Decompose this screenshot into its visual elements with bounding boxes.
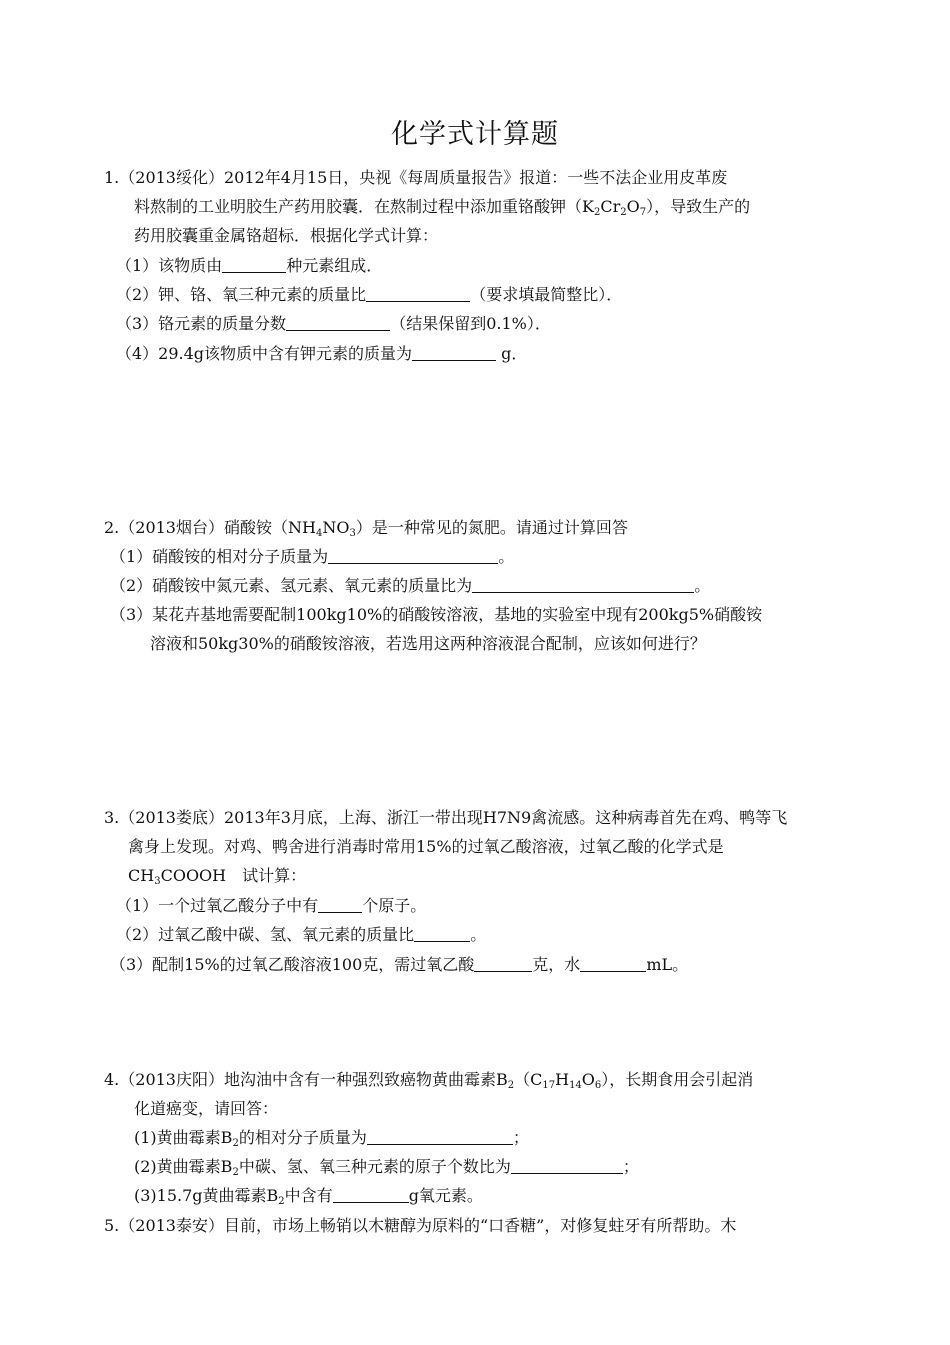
q1-line-1: 1.（2013绥化）2012年4月15日，央视《每周质量报告》报道：一些不法企业用皮革废 [104,168,728,187]
q2-blank-1[interactable] [328,547,498,564]
q2-line-1: 2.（2013烟台）硝酸铵$(NH_4NO_3)$是一种常见的氮肥。请通过计算回答 [104,518,628,539]
q1-part-3: （3）铬元素的质量分数 （结果保留到0.1%）． [116,314,551,333]
q3-blank-2[interactable] [414,925,470,942]
q3-part-1: （1）一个过氧乙酸分子中有 个原子。 [116,896,427,915]
q1-blank-1[interactable] [222,256,286,273]
q4-blank-3[interactable] [333,1186,409,1203]
q2-part-3-line-2: 溶液和50kg30%的硝酸铵溶液，若选用这两种溶液混合配制，应该如何进行？ [150,634,706,653]
q3-blank-1[interactable] [318,896,362,913]
q3-line-2: 禽身上发现。对鸡、鸭舍进行消毒时常用15%的过氧乙酸溶液，过氧乙酸的化学式是 [128,837,724,856]
q1-blank-2[interactable] [366,285,470,302]
q3-line-3: $CH_3COOOH$ 试计算： [128,866,307,887]
q3-part-3: （3）配制15%的过氧乙酸溶液100克，需过氧乙酸 克，水 mL。 [110,955,689,974]
q4-part-2: (2)黄曲霉素$B_2$中碳、氢、氧三种元素的原子个数比为 ； [134,1157,639,1178]
q1-blank-3[interactable] [286,314,390,331]
q3-part-2: （2）过氧乙酸中碳、氢、氧元素的质量比 。 [116,925,487,944]
q1-blank-4[interactable] [412,344,496,361]
q4-blank-1[interactable] [367,1128,513,1145]
q2-part-2: （2）硝酸铵中氮元素、氢元素、氧元素的质量比为 。 [110,576,711,595]
q1-part-1: （1）该物质由 种元素组成． [116,256,383,275]
q2-blank-2[interactable] [472,576,694,593]
q4-blank-2[interactable] [511,1157,623,1174]
q2-part-1: （1）硝酸铵的相对分子质量为 。 [110,547,515,566]
q2-part-3-line-1: （3）某花卉基地需要配制100kg10%的硝酸铵溶液，基地的实验室中现有200kg5%硝酸铵 [110,605,763,624]
q1-part-2: （2）钾、铬、氧三种元素的质量比 （要求填最简整比）． [116,285,623,304]
q4-part-1: (1)黄曲霉素$B_2$的相对分子质量为 ； [134,1128,529,1149]
q3-blank-3[interactable] [474,955,532,972]
page-title: 化学式计算题 [391,119,559,150]
q1-line-3: 药用胶囊重金属铬超标．根据化学式计算： [134,226,439,245]
q3-line-1: 3.（2013娄底）2013年3月底，上海、浙江一带出现H7N9禽流感。这种病毒首先在鸡、鸭等飞 [104,808,788,827]
q1-line-2: 料熬制的工业明胶生产药用胶囊．在熬制过程中添加重铬酸钾$(K_2Cr_2O_7)$，导致生产的 [134,197,751,218]
q3-blank-4[interactable] [580,955,646,972]
q4-part-3: (3)15.7g黄曲霉素$B_2$中含有 g氧元素。 [134,1186,483,1207]
q1-part-4: （4）29.4g该物质中含有钾元素的质量为 g． [116,344,528,363]
q4-line-2: 化道癌变，请回答： [134,1099,279,1118]
q4-line-1: 4.（2013庆阳）地沟油中含有一种强烈致癌物黄曲霉素$B_2(C_{17}H_{14}O_6)$，长期食用会引起消 [104,1070,754,1091]
q5-line-1: 5.（2013泰安）目前，市场上畅销以木糖醇为原料的“口香糖”，对修复蛀牙有所帮助。木 [104,1216,737,1235]
